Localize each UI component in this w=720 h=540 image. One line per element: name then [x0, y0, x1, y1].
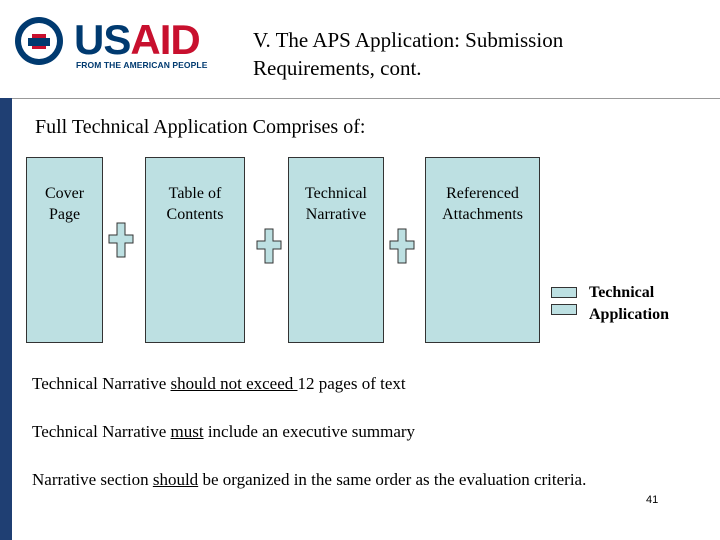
legend-swatch — [551, 287, 577, 298]
title-line-2: Requirements, cont. — [253, 56, 422, 80]
note-page-limit: Technical Narrative should not exceed 12 pages of text — [32, 374, 406, 393]
header-divider — [12, 98, 720, 99]
usaid-logo-wordmark: USAID — [74, 16, 200, 63]
component-box-cover-page: Cover Page — [26, 157, 103, 343]
legend-label: Technical Application — [589, 284, 670, 323]
component-box-table-of-contents: Table of Contents — [145, 157, 245, 343]
usaid-seal-icon — [14, 16, 64, 66]
usaid-logo-tagline: FROM THE AMERICAN PEOPLE — [76, 60, 208, 70]
note-organization-order: Narrative section should be organized in the same order as the evaluation criteria. — [32, 470, 587, 489]
left-accent-bar — [0, 98, 12, 540]
component-box-referenced-attachments: Referenced Attachments — [425, 157, 540, 343]
slide-subtitle: Full Technical Application Comprises of: — [35, 116, 366, 138]
plus-icon — [108, 222, 134, 258]
legend-swatch — [551, 304, 577, 315]
plus-icon — [256, 228, 282, 264]
note-executive-summary: Technical Narrative must include an executive summary — [32, 422, 416, 441]
slide-title — [253, 26, 703, 82]
plus-icon — [389, 228, 415, 264]
component-box-technical-narrative: Technical Narrative — [288, 157, 384, 343]
page-number: 41 — [646, 494, 659, 506]
title-line-1: V. The APS Application: Submission — [253, 28, 564, 52]
